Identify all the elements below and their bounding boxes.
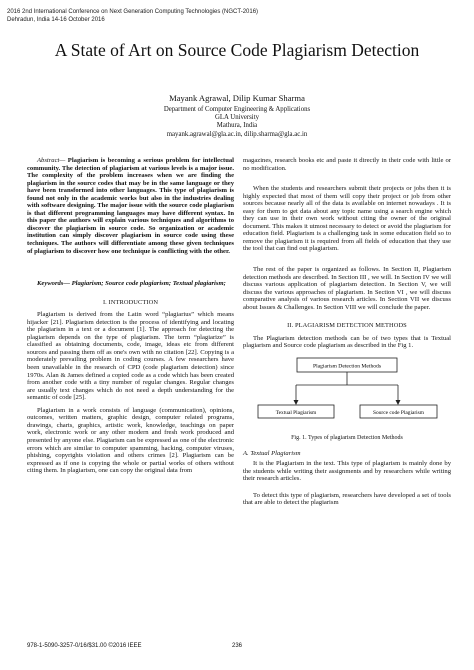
intro-paragraph-3: magazines, research books etc and paste it directly in their code with little or no modification. [243, 157, 451, 172]
left-node-label: Textual Plagiarism [275, 409, 317, 416]
paper-title: A State of Art on Source Code Plagiarism Detection [54, 40, 420, 60]
right-node-label: Source code Plagiarism [373, 409, 424, 416]
affiliation [0, 106, 474, 139]
methods-paragraph-3: To detect this type of plagiarism, researchers have developed a set of tools that are able to detect the plagiarism [243, 491, 451, 507]
section-heading-methods: II. PLAGIARISM DETECTION METHODS [287, 322, 407, 330]
affiliation-department: Department of Computer Engineering & Applications [163, 106, 311, 113]
figure-1 [243, 355, 451, 433]
author-names: Mayank Agrawal, Dilip Kumar Sharma [169, 93, 305, 103]
affiliation-city: Mathura, India [216, 122, 258, 130]
abstract-lead: Abstract— [37, 157, 66, 164]
methods-paragraph-2: It is the Plagiarism in the text. This type of plagiarism is mainly done by the students while writing their assignments and by researchers while writing their research articles. [243, 460, 451, 483]
keywords: Keywords— Plagiarism; Source code plagiarism; Textual plagiarism; [37, 280, 226, 288]
figure-1-diagram [243, 355, 451, 425]
intro-paragraph-1: Plagiarism is derived from the Latin word “plagiarius” which means hijacker [21]. Plagiarism detection is the process of identifying and locating the plagiarism in a text or a document [1]. The approach for detecting the plagiarism depends on the type of plagiarism. The term “plagiarize” is classified as obtaining documents, code, image, ideas etc from different sources and passing them off as one's own with no citation [22]. Copying is a moderately prevailing problem in coding courses. A few researchers have been unavailable in the research of CPD (code plagiarism detection) since 1970s. Alan & James defined a copied code as a code which has been created from another code with a tiny number of regular changes. Regular changes are usually text changes which do not need a depth understanding for the semantic of code [25]. [27, 311, 234, 402]
page-number: 236 [231, 643, 242, 649]
abstract [27, 157, 234, 255]
intro-paragraph-4: When the students and researchers submit their projects or jobs then it is highly expected that most of them will copy their project or job from other sources because nearly all of the data is available on internet nowadays . It is easy for them to get data about any topic name using a search engine which they can use in their own work without citing the owner of the original document. This makes it utmost necessary to detect or avoid the plagiarism for education field. Plagiarism is a challenging task in some education field so to remove the plagiarism it is required from all fields of education that they use the tool that can find out plagiarism. [243, 185, 451, 253]
intro-paragraph-2: Plagiarism in a work consists of language (communication), opinions, outcomes, written matters, graphic design, computer related programs, drawings, charts, graphics, artistic work, knowledge, teachings on paper work, electronic work or any other modern and fresh work produced and presented by anyone else. Plagiarism can be expressed as one of the electronic errors which are similar to computer spamming, hacking, computer viruses, phishing, copyrights violation and others crimes [2]. Plagiarism can be expressed as if one is copying the whole or partial works of others without citing them. In plagiarism, one can copy the original data from [27, 406, 234, 475]
right-column [243, 157, 451, 507]
conference-name: 2016 2nd International Conference on Next Generation Computing Technologies (NGCT-2016) [7, 9, 259, 15]
abstract-text: Plagiarism is becoming a serious problem for intellectual community. The detection of plagiarism at various levels is a major issue. The complexity of the problem increases when we are finding the plagiarism in the source codes that may be in the same language or they have been transformed into other languages. This type of plagiarism is found not only in the academic works but also in the industries dealing with software designing. The major issue with the source code plagiarism is that different programming languages may have different syntax. In this paper the authors will explain various techniques and algorithms to discover the plagiarism in source code. So organization or academic institution can simply discover plagiarism in source code using these techniques. The authors will differentiate among these given techniques of plagiarism to discover how one technique is conflicting with the other. [27, 157, 234, 255]
conference-location: Dehradun, India 14-16 October 2016 [7, 17, 105, 23]
root-node-label: Plagiarism Detection Methods [312, 363, 382, 370]
methods-paragraph-1: The Plagiarism detection methods can be of two types that is Textual plagiarism and Source code plagiarism as described in the Fig 1. [243, 334, 451, 350]
figure-1-caption: Fig. 1. Types of plagiarism Detection Methods [291, 434, 403, 441]
affiliation-email: mayank.agrawal@gla.ac.in, dilip.sharma@gla.ac.in [166, 130, 308, 138]
affiliation-university: GLA University [215, 114, 259, 122]
left-column [27, 157, 234, 475]
section-heading-introduction: I. INTRODUCTION [102, 298, 159, 306]
right-arrowhead [396, 400, 401, 405]
intro-paragraph-5: The rest of the paper is organized as follows. In Section II, Plagiarism detection methods are described. In Section III , we will. In Section IV we will discuss various application of plagiarism detection. In Section V, we will discuss the various approaches of plagiarism. In Section VI , we will discuss comparative analysis of various research articles. In Section VII we discuss about Issues & Challenges. In Section VIII we will conclude the paper. [243, 266, 451, 311]
subsection-heading-textual: A. Textual Plagiarism [243, 450, 301, 458]
left-arrowhead [294, 400, 299, 405]
conference-header [7, 8, 258, 24]
footer-isbn: 978-1-5090-3257-0/16/$31.00 ©2016 IEEE [27, 643, 142, 649]
